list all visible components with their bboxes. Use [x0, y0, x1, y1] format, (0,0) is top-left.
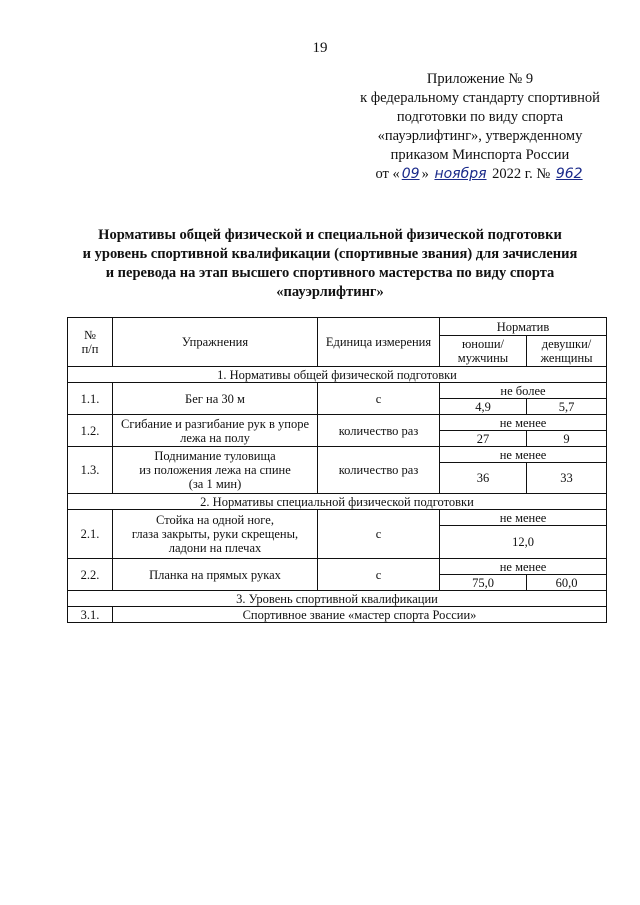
row-2-1-exercise-text: Стойка на одной ноге, глаза закрыты, руки скрещены, ладони на плечах — [131, 513, 299, 555]
appendix-line-3: подготовки по виду спорта — [396, 109, 564, 125]
row-2-2-condition: не менее — [440, 559, 607, 575]
appendix-line-1: Приложение № 9 — [426, 71, 534, 87]
section-2-heading: 2. Нормативы специальной физической подготовки — [68, 494, 607, 510]
row-1-1-number: 1.1. — [68, 383, 113, 415]
header-exercise: Упражнения — [113, 318, 318, 367]
row-1-2-exercise-text: Сгибание и разгибание рук в упоре лежа на полу — [121, 416, 309, 445]
row-2-1-value: 12,0 — [440, 526, 607, 559]
row-1-1-female: 5,7 — [527, 399, 607, 415]
header-male — [440, 336, 527, 367]
row-2-2-male: 75,0 — [440, 575, 527, 591]
row-1-3-number: 1.3. — [68, 447, 113, 494]
row-1-2-male: 27 — [440, 431, 527, 447]
page-number: 19 — [312, 40, 328, 56]
title-line-4: «пауэрлифтинг» — [276, 284, 384, 300]
row-2-2-exercise — [113, 559, 318, 591]
row-3-1-text: Спортивное звание «мастер спорта России» — [113, 607, 607, 623]
row-2-2-female: 60,0 — [527, 575, 607, 591]
appendix-line-5: приказом Минспорта России — [390, 147, 570, 163]
row-1-2-unit: количество раз — [318, 415, 440, 447]
row-1-1-exercise-text: Бег на 30 м — [185, 391, 245, 406]
row-2-2-unit: с — [318, 559, 440, 591]
row-1-3-male: 36 — [440, 463, 527, 494]
row-1-1-unit: с — [318, 383, 440, 415]
row-1-1-male: 4,9 — [440, 399, 527, 415]
row-1-2-number: 1.2. — [68, 415, 113, 447]
header-female-text: девушки/ женщины — [540, 337, 593, 365]
section-3-heading: 3. Уровень спортивной квалификации — [68, 591, 607, 607]
row-2-1-unit: с — [318, 510, 440, 559]
row-2-1-number: 2.1. — [68, 510, 113, 559]
year-part: 2022 г. № — [492, 166, 551, 182]
row-2-1-condition: не менее — [440, 510, 607, 526]
row-2-1-exercise — [113, 510, 318, 559]
handwritten-month: ноября — [434, 166, 487, 182]
row-1-2-exercise — [113, 415, 318, 447]
row-1-2-condition: не менее — [440, 415, 607, 431]
date-mid: » — [421, 166, 429, 182]
document-title — [60, 226, 600, 302]
header-number-text: № п/п — [81, 328, 99, 356]
section-1-heading: 1. Нормативы общей физической подготовки — [68, 367, 607, 383]
handwritten-day: 09 — [401, 166, 420, 182]
row-1-3-exercise — [113, 447, 318, 494]
header-female — [527, 336, 607, 367]
header-number — [68, 318, 113, 367]
row-3-1-number: 3.1. — [68, 607, 113, 623]
row-1-3-condition: не менее — [440, 447, 607, 463]
row-1-2-female: 9 — [527, 431, 607, 447]
title-line-2: и уровень спортивной квалификации (спортивные звания) для зачисления — [82, 246, 578, 262]
row-1-3-unit: количество раз — [318, 447, 440, 494]
appendix-date-line — [330, 165, 630, 184]
appendix-line-4: «пауэрлифтинг», утвержденному — [377, 128, 583, 144]
row-1-1-exercise — [113, 383, 318, 415]
title-line-1: Нормативы общей физической и специальной физической подготовки — [98, 227, 562, 243]
header-male-text: юноши/ мужчины — [457, 337, 509, 365]
header-unit: Единица измерения — [318, 318, 440, 367]
row-2-2-exercise-text: Планка на прямых руках — [149, 567, 281, 582]
appendix-header — [330, 70, 630, 184]
row-1-3-female: 33 — [527, 463, 607, 494]
header-norm: Норматив — [440, 318, 607, 336]
norms-table — [67, 317, 607, 623]
row-2-2-number: 2.2. — [68, 559, 113, 591]
row-1-1-condition: не более — [440, 383, 607, 399]
appendix-line-2: к федеральному стандарту спортивной — [360, 90, 600, 106]
date-prefix: от « — [375, 166, 400, 182]
title-line-3: и перевода на этап высшего спортивного мастерства по виду спорта — [105, 265, 555, 281]
handwritten-order-number: 962 — [555, 166, 583, 182]
row-1-3-exercise-text: Поднимание туловища из положения лежа на спине (за 1 мин) — [139, 449, 291, 491]
